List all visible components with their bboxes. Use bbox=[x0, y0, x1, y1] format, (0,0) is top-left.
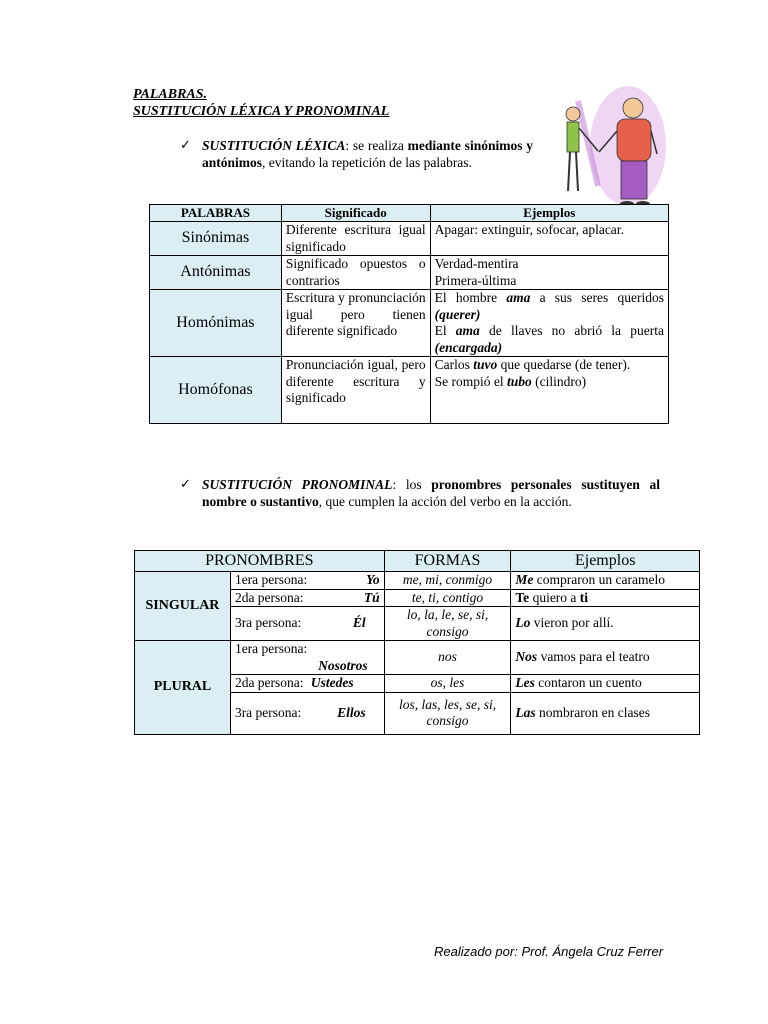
checkmark-icon: ✓ bbox=[180, 138, 191, 153]
column-header: Significado bbox=[281, 205, 430, 222]
meaning-cell: Significado opuestos o contrarios bbox=[281, 256, 430, 290]
table-row bbox=[150, 256, 669, 290]
example-cell: Les contaron un cuento bbox=[511, 675, 700, 693]
example-cell: Las nombraron en clases bbox=[511, 692, 700, 734]
column-header: Ejemplos bbox=[430, 205, 668, 222]
group-label: SINGULAR bbox=[135, 572, 231, 641]
column-header: FORMAS bbox=[384, 551, 511, 572]
word-type: Homónimas bbox=[150, 290, 282, 357]
table-header-row bbox=[150, 205, 669, 222]
lexica-label: SUSTITUCIÓN LÉXICA bbox=[202, 138, 346, 153]
forms-cell: nos bbox=[384, 641, 511, 675]
column-header: Ejemplos bbox=[511, 551, 700, 572]
lexica-paragraph: ✓ SUSTITUCIÓN LÉXICA: se realiza mediante sinónimos y antónimos, evitando la repetición de las palabras. bbox=[180, 138, 533, 170]
person-cell: 1era persona: Yo bbox=[230, 572, 384, 590]
title-line-2: SUSTITUCIÓN LÉXICA Y PRONOMINAL bbox=[133, 104, 390, 119]
example-cell: Carlos tuvo que quedarse (de tener). Se rompió el tubo (cilindro) bbox=[430, 357, 668, 424]
meaning-cell: Pronunciación igual, pero diferente escritura y significado bbox=[281, 357, 430, 424]
table-header-row bbox=[135, 551, 700, 572]
example-cell: Verdad-mentira Primera-última bbox=[430, 256, 668, 290]
meaning-cell: Escritura y pronunciación igual pero tienen diferente significado bbox=[281, 290, 430, 357]
pronominal-label: SUSTITUCIÓN PRONOMINAL bbox=[202, 477, 393, 492]
person-cell: 2da persona: Ustedes bbox=[230, 675, 384, 693]
lexica-table bbox=[149, 204, 669, 424]
title-line-1: PALABRAS. bbox=[133, 87, 208, 102]
pronouns-table bbox=[134, 550, 700, 735]
forms-cell: os, les bbox=[384, 675, 511, 693]
example-cell: Apagar: extinguir, sofocar, aplacar. bbox=[430, 222, 668, 256]
table-row bbox=[135, 641, 700, 675]
person-cell: 3ra persona: Ellos bbox=[230, 692, 384, 734]
meaning-cell: Diferente escritura igual significado bbox=[281, 222, 430, 256]
word-type: Sinónimas bbox=[150, 222, 282, 256]
pronominal-paragraph: ✓ SUSTITUCIÓN PRONOMINAL: los pronombres personales sustituyen al nombre o sustantivo, que cumplen la acción del verbo en la acción. bbox=[180, 477, 660, 509]
table-row bbox=[135, 572, 700, 590]
children-illustration-icon bbox=[553, 66, 671, 216]
page-title bbox=[133, 86, 389, 120]
forms-cell: te, ti, contigo bbox=[384, 589, 511, 607]
person-cell: 3ra persona: Él bbox=[230, 607, 384, 641]
author-footer: Realizado por: Prof. Ángela Cruz Ferrer bbox=[434, 944, 664, 959]
column-header: PALABRAS bbox=[150, 205, 282, 222]
table-row bbox=[150, 357, 669, 424]
example-cell: Me compraron un caramelo bbox=[511, 572, 700, 590]
person-cell: 1era persona: Nosotros bbox=[230, 641, 384, 675]
group-label: PLURAL bbox=[135, 641, 231, 735]
checkmark-icon: ✓ bbox=[180, 477, 191, 492]
table-row bbox=[150, 222, 669, 256]
word-type: Homófonas bbox=[150, 357, 282, 424]
forms-cell: los, las, les, se, si, consigo bbox=[384, 692, 511, 734]
example-cell: Nos vamos para el teatro bbox=[511, 641, 700, 675]
example-cell: Lo vieron por allí. bbox=[511, 607, 700, 641]
forms-cell: lo, la, le, se, si, consigo bbox=[384, 607, 511, 641]
person-cell: 2da persona: Tú bbox=[230, 589, 384, 607]
example-cell: El hombre ama a sus seres queridos (querer) El ama de llaves no abrió la puerta (encargada) bbox=[430, 290, 668, 357]
table-row bbox=[150, 290, 669, 357]
example-cell: Te quiero a ti bbox=[511, 589, 700, 607]
forms-cell: me, mi, conmigo bbox=[384, 572, 511, 590]
word-type: Antónimas bbox=[150, 256, 282, 290]
column-header: PRONOMBRES bbox=[135, 551, 385, 572]
